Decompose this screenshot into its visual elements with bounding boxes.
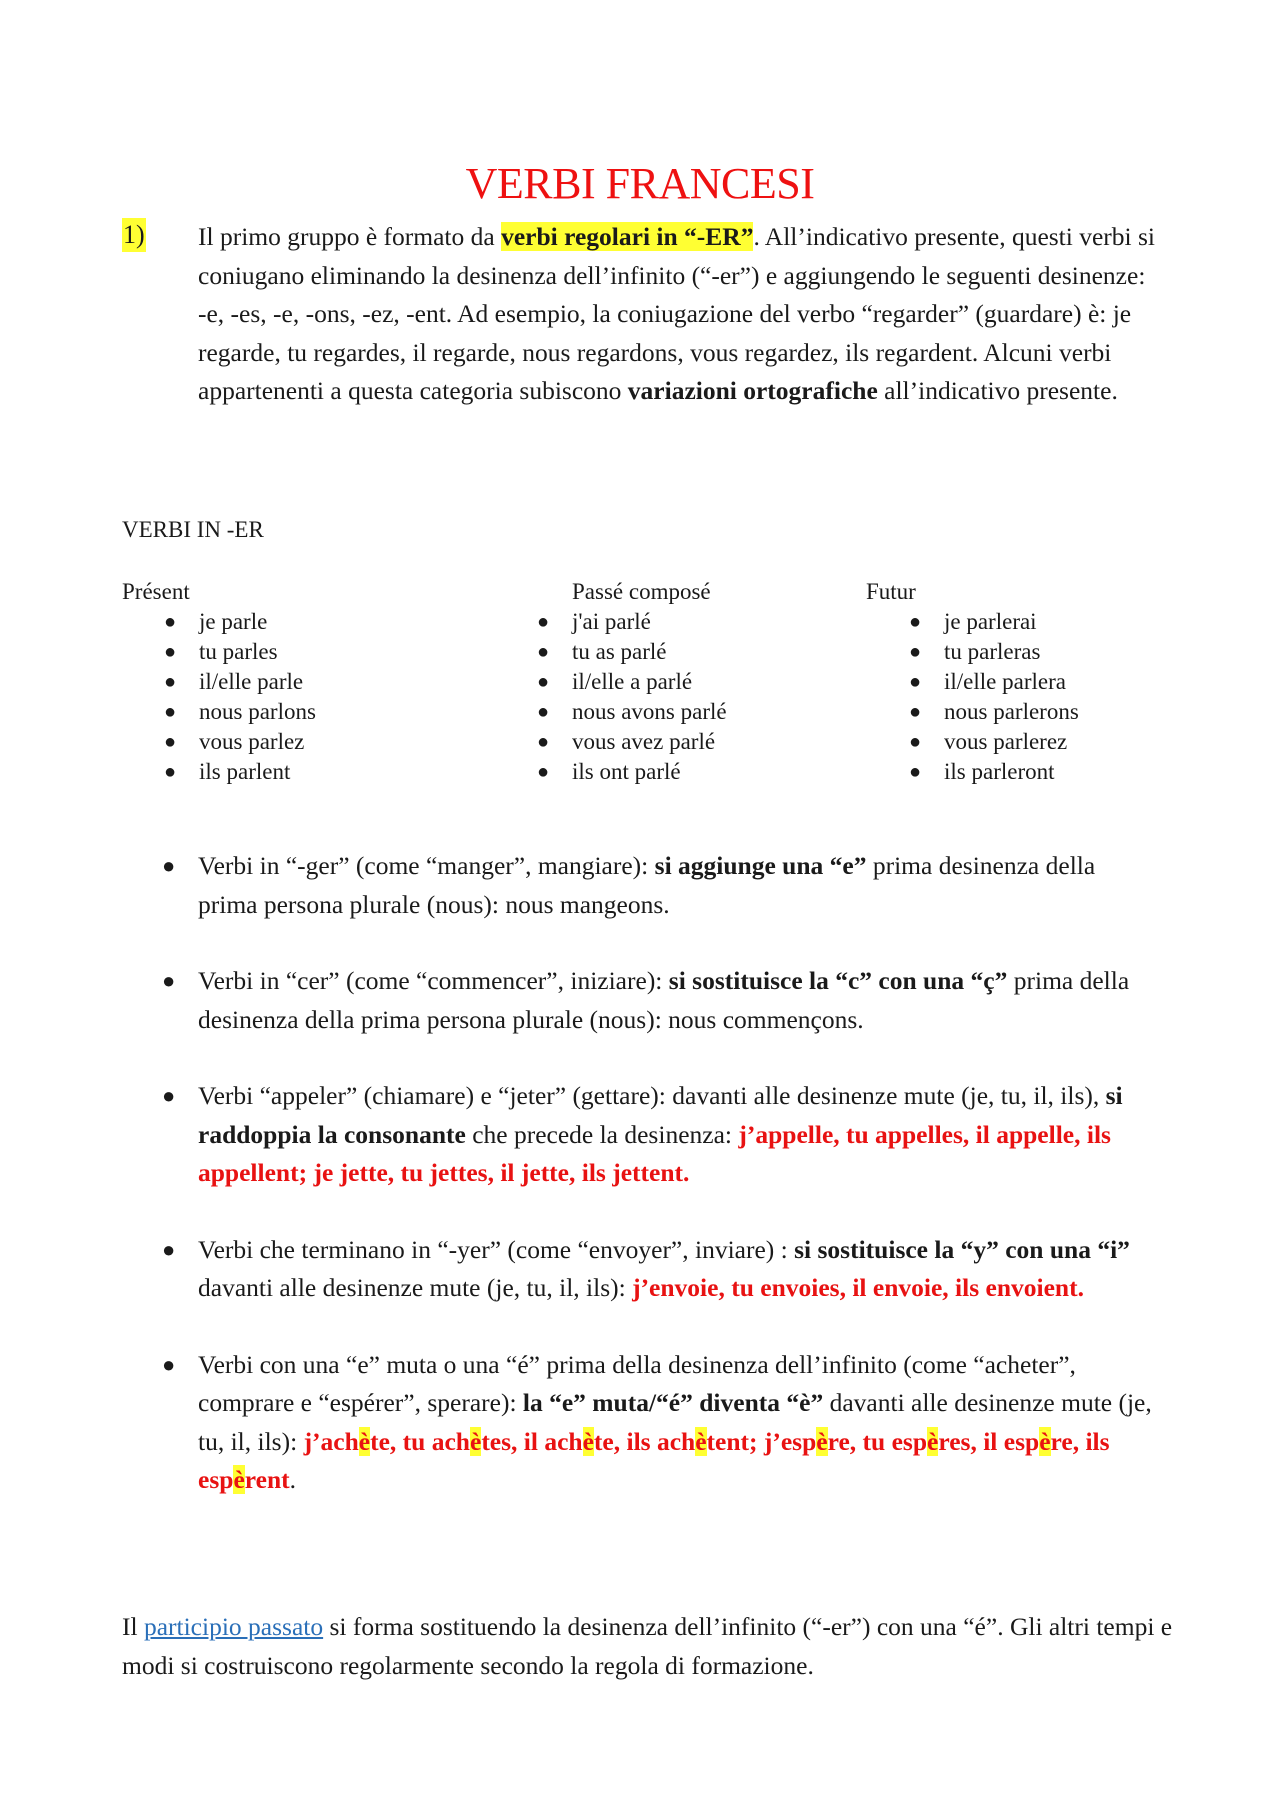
- list-item: ● nous avons parlé: [572, 697, 727, 727]
- section-label: VERBI IN -ER: [122, 517, 264, 542]
- list-item: ● tu parleras: [944, 637, 1079, 667]
- list-item: ● ils ont parlé: [572, 757, 727, 787]
- column-heading: Présent: [122, 579, 190, 604]
- conjugation-column-passe-compose: [537, 577, 727, 787]
- bullet-icon: ●: [909, 731, 922, 753]
- red-examples: j’achète, tu achètes, il achète, ils achètent; j’espère, tu espères, il espère, ils espèrent: [198, 1426, 1110, 1494]
- list-item: ● je parle: [199, 607, 316, 637]
- bullet-icon: ●: [162, 1351, 176, 1377]
- list-item: ● vous parlerez: [944, 727, 1079, 757]
- bullet-icon: ●: [909, 761, 922, 783]
- bullet-icon: ●: [537, 701, 550, 723]
- list-item: ● il/elle a parlé: [572, 667, 727, 697]
- page-title: VERBI FRANCESI: [465, 159, 815, 208]
- column-heading: Passé composé: [572, 579, 711, 604]
- bullet-icon: ●: [162, 853, 176, 878]
- list-item: ● tu parles: [199, 637, 316, 667]
- bullet-icon: ●: [537, 641, 550, 663]
- intro-text: Il primo gruppo è formato da: [198, 222, 502, 251]
- bullet-icon: ●: [909, 701, 922, 723]
- list-item: ● ils parlent: [199, 757, 316, 787]
- list-number: 1): [122, 218, 146, 252]
- list-item: ● je parlerai: [944, 607, 1079, 637]
- bullet-icon: ●: [909, 611, 922, 633]
- list-item: ● ils parleront: [944, 757, 1079, 787]
- rule-item-cer: ● Verbi in “cer” (come “commencer”, iniziare): si sostituisce la “c” con una “ç” prima della desinenza della prima persona plurale (nous): nous commençons.: [198, 962, 1158, 1039]
- list-item: ● nous parlons: [199, 697, 316, 727]
- intro-paragraph: [198, 218, 1158, 411]
- intro-text: . All’indicativo presente, questi verbi si coniugano eliminando la desinenza dell’infinito (“-er”) e aggiungendo le seguenti desinenze: -e, -es, -e, -ons, -ez, -ent. Ad esempio, la coniugazione del verbo “regarder” (guardare) è: je regarde, tu regardes, il regarde, nous regardons, vous regardez, ils regardent. Alcuni verbi appartenenti a questa categoria subiscono: [198, 222, 1156, 405]
- bullet-icon: ●: [164, 641, 177, 663]
- rule-item-eler: ● Verbi “appeler” (chiamare) e “jeter” (gettare): davanti alle desinenze mute (je, tu, il, ils), si raddoppia la consonante che precede la desinenza: j’appelle, tu appelles, il appelle, ils appellent; je jette, tu jettes, il jette, ils jettent.: [198, 1077, 1158, 1193]
- bullet-icon: ●: [537, 611, 550, 633]
- bullet-icon: ●: [537, 731, 550, 753]
- bullet-icon: ●: [164, 701, 177, 723]
- list-item: ● nous parlerons: [944, 697, 1079, 727]
- closing-paragraph: Il participio passato si forma sostituendo la desinenza dell’infinito (“-er”) con una “é”. Gli altri tempi e modi si costruiscono regolarmente secondo la regola di formazione.: [122, 1612, 1173, 1680]
- bullet-icon: ●: [909, 671, 922, 693]
- list-item: ● il/elle parlera: [944, 667, 1079, 697]
- list-item: ● il/elle parle: [199, 667, 316, 697]
- participio-passato-link[interactable]: participio passato: [143, 1612, 324, 1641]
- bullet-icon: ●: [164, 761, 177, 783]
- rule-item-e-muet: ● Verbi con una “e” muta o una “é” prima della desinenza dell’infinito (come “acheter”, comprare e “espérer”, sperare): la “e” muta/“é” diventa “è” davanti alle desinenze mute (je, tu, il, ils): j’achète, tu achètes, il achète, ils achètent; j’espère, tu espères, il espère, ils espèrent.: [198, 1346, 1158, 1500]
- bullet-icon: ●: [164, 731, 177, 753]
- list-item: ● vous parlez: [199, 727, 316, 757]
- highlighted-term: verbi regolari in “-ER”: [501, 222, 754, 251]
- list-item: ● j'ai parlé: [572, 607, 727, 637]
- list-item: ● vous avez parlé: [572, 727, 727, 757]
- bullet-icon: ●: [162, 1083, 176, 1108]
- bold-term: variazioni ortografiche: [627, 376, 878, 405]
- bullet-icon: ●: [909, 641, 922, 663]
- bullet-icon: ●: [537, 761, 550, 783]
- bullet-icon: ●: [164, 671, 177, 693]
- rule-item-yer: ● Verbi che terminano in “-yer” (come “envoyer”, inviare) : si sostituisce la “y” con una “i” davanti alle desinenze mute (je, tu, il, ils): j’envoie, tu envoies, il envoie, ils envoient.: [198, 1231, 1158, 1308]
- conjugation-column-present: [122, 577, 316, 787]
- rule-item-ger: ● Verbi in “-ger” (come “manger”, mangiare): si aggiunge una “e” prima desinenza della prima persona plurale (nous): nous mangeons.: [198, 847, 1158, 924]
- bullet-icon: ●: [537, 671, 550, 693]
- list-item: ● tu as parlé: [572, 637, 727, 667]
- bullet-icon: ●: [162, 968, 176, 993]
- intro-text: all’indicativo presente.: [877, 376, 1118, 405]
- rules-list: [162, 847, 1158, 1538]
- bullet-icon: ●: [162, 1236, 176, 1262]
- bullet-icon: ●: [164, 611, 177, 633]
- column-heading: Futur: [866, 579, 916, 604]
- conjugation-column-futur: [866, 577, 1079, 787]
